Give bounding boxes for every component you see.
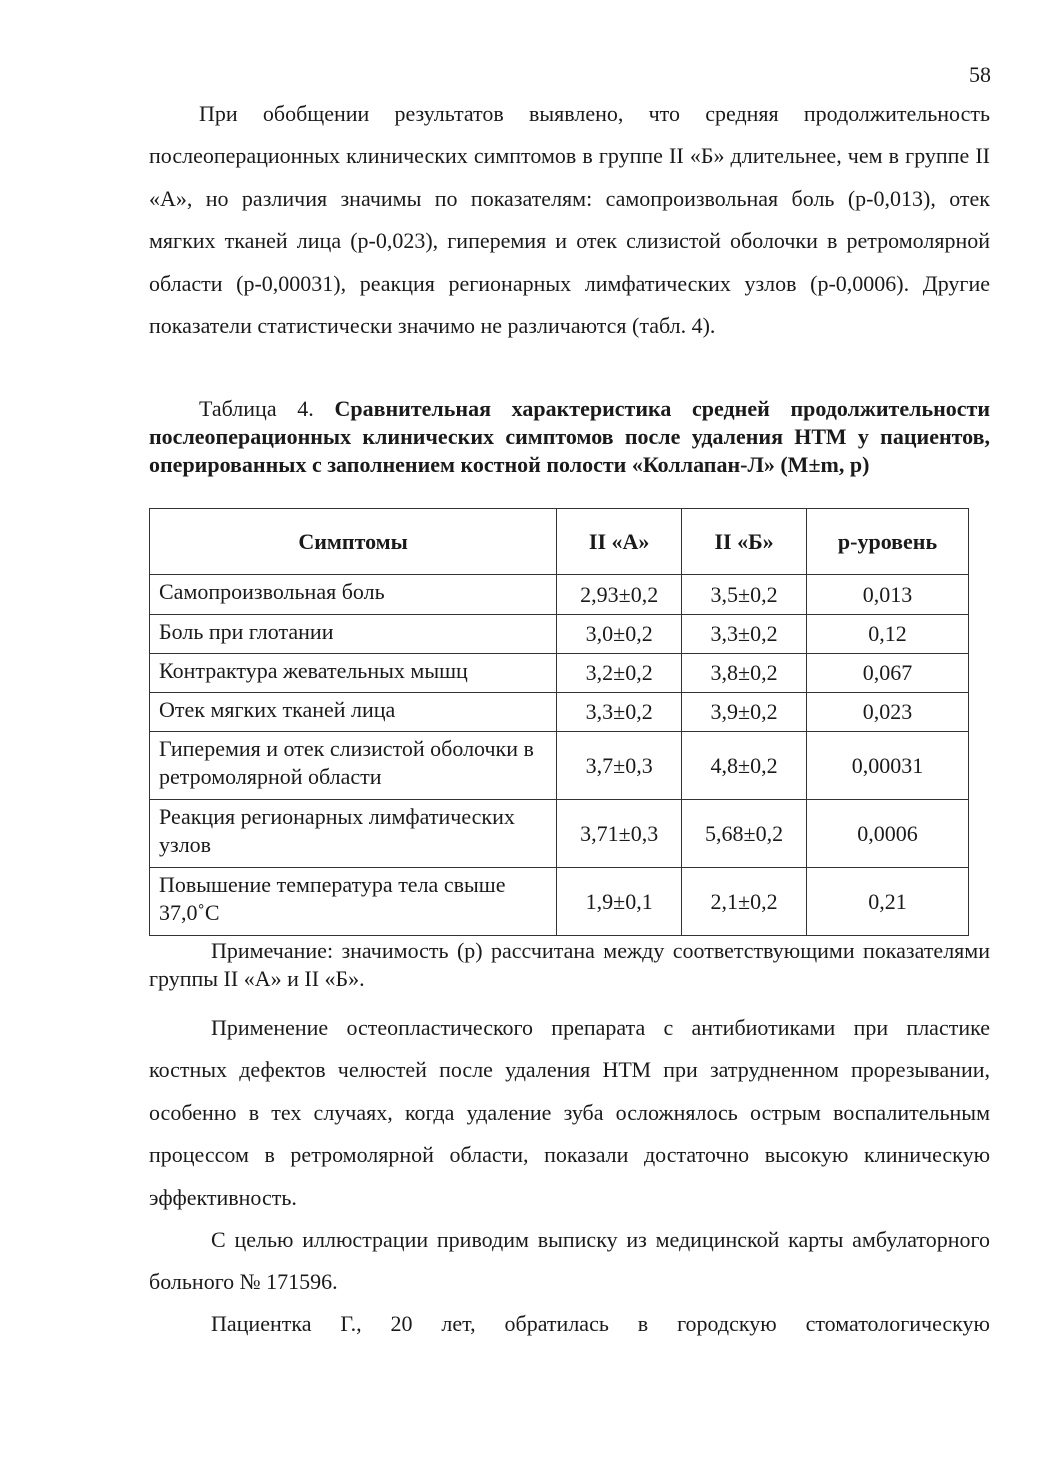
symptom-name: Самопроизвольная боль <box>150 575 557 615</box>
header-group-a: II «А» <box>557 509 682 575</box>
p-value: 0,067 <box>807 654 969 693</box>
group-a-value: 3,71±0,3 <box>557 800 682 868</box>
group-a-value: 3,0±0,2 <box>557 615 682 654</box>
group-b-value: 3,3±0,2 <box>682 615 807 654</box>
symptom-name: Отек мягких тканей лица <box>150 693 557 732</box>
table-row <box>150 868 969 936</box>
p-value: 0,12 <box>807 615 969 654</box>
table-row <box>150 654 969 693</box>
symptom-name: Контрактура жевательных мышц <box>150 654 557 693</box>
symptom-name: Реакция регионарных лимфатических узлов <box>150 800 557 868</box>
symptom-name: Повышение температура тела свыше 37,0˚С <box>150 868 557 936</box>
group-b-value: 3,5±0,2 <box>682 575 807 615</box>
paragraph-clinical-efficacy: Применение остеопластического препарата с антибиотиками при пластике костных дефектов челюстей после удаления НТМ при затрудненном прорезывании, особенно в тех случаях, когда удаление зуба осложнялось острым воспалительным процессом в ретромолярной области, показали достаточно высокую клиническую эффективность. <box>149 1015 990 1210</box>
group-b-value: 3,9±0,2 <box>682 693 807 732</box>
group-b-value: 2,1±0,2 <box>682 868 807 936</box>
table-caption <box>149 395 990 479</box>
table-row <box>150 732 969 800</box>
page-number: 58 <box>969 62 991 87</box>
group-b-value: 4,8±0,2 <box>682 732 807 800</box>
table-row <box>150 615 969 654</box>
group-a-value: 3,3±0,2 <box>557 693 682 732</box>
table-header-row <box>150 509 969 575</box>
table-row <box>150 800 969 868</box>
symptoms-duration-table <box>149 508 969 936</box>
table-row <box>150 693 969 732</box>
table-row <box>150 575 969 615</box>
symptom-name: Гиперемия и отек слизистой оболочки в ретромолярной области <box>150 732 557 800</box>
header-symptoms: Симптомы <box>150 509 557 575</box>
group-a-value: 2,93±0,2 <box>557 575 682 615</box>
p-value: 0,21 <box>807 868 969 936</box>
table-note: Примечание: значимость (р) рассчитана между соответствующими показателями группы II «А» и II «Б». <box>149 938 990 991</box>
table-caption-title: Сравнительная характеристика средней продолжительности послеоперационных клинических симптомов после удаления НТМ у пациентов, оперированных с заполнением костной полости «Коллапан-Л» (M±m, p) <box>149 396 991 477</box>
p-value: 0,0006 <box>807 800 969 868</box>
group-a-value: 1,9±0,1 <box>557 868 682 936</box>
header-p-level: р-уровень <box>807 509 969 575</box>
paragraph-case-start: Пациентка Г., 20 лет, обратилась в городскую стоматологическую <box>211 1311 990 1336</box>
header-group-b: II «Б» <box>682 509 807 575</box>
table-caption-label: Таблица 4. <box>199 396 335 421</box>
group-b-value: 3,8±0,2 <box>682 654 807 693</box>
paragraph-results-summary: При обобщении результатов выявлено, что средняя продолжительность послеоперационных клинических симптомов в группе II «Б» длительнее, чем в группе II «А», но различия значимы по показателям: самопроизвольная боль (р-0,013), отек мягких тканей лица (р-0,023), гиперемия и отек слизистой оболочки в ретромолярной области (р-0,00031), реакция регионарных лимфатических узлов (р-0,0006). Другие показатели статистически значимо не различаются (табл. 4). <box>149 101 990 339</box>
p-value: 0,00031 <box>807 732 969 800</box>
p-value: 0,013 <box>807 575 969 615</box>
group-b-value: 5,68±0,2 <box>682 800 807 868</box>
group-a-value: 3,7±0,3 <box>557 732 682 800</box>
group-a-value: 3,2±0,2 <box>557 654 682 693</box>
p-value: 0,023 <box>807 693 969 732</box>
symptom-name: Боль при глотании <box>150 615 557 654</box>
paragraph-case-intro: С целью иллюстрации приводим выписку из медицинской карты амбулаторного больного № 171596. <box>149 1227 990 1295</box>
